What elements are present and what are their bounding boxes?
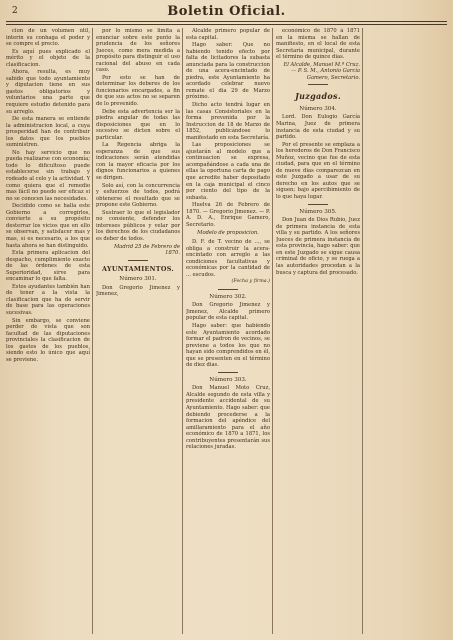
paragraph: De esta manera se entiende la administracion local, a cuya prosperidad han de contribuir los datos que los pueblos suministren. (6, 116, 90, 149)
journal-title: Boletin Oficial. (167, 4, 286, 19)
paragraph: Ahora, resulta, es muy sabido que todo ayuntamiento y diputacion tiene en sus gastos obligatorios y voluntarios una parte que requiere estudio detenido para su arreglo. (6, 69, 90, 115)
paragraph: Decidido como se halla este Gobierno a corregirlos, convierte a su propósito desterrar los vicios que en ello se observan, y satisfacer mas y mas, si es necesario, a los que hasta ahora se han distinguido. (6, 203, 90, 249)
notice-number: Número 303. (209, 376, 247, 383)
paragraph: cion de un volumen útil, interin su conhaga el poder y se compre el precio. (6, 28, 90, 48)
section-rule (308, 84, 328, 85)
subheading: Modelo de proposicion. (197, 230, 259, 237)
paragraph: Lord. Don Eulogio García Marina, Juez de primera instancia de esta ciudad y su partido. (276, 114, 360, 141)
paragraph: Dicho acto tendrá lugar en las casas Consistoriales en la forma prevenida por la Instruccion de 18 de Marzo de 1852, publicándose lo manifestado en esta Secretaría. (186, 102, 270, 141)
paragraph: Esta primera aplicacion del despacho, cumplimiento exacto de las órdenes de esta Superioridad, sirve para encaminar lo que falta. (6, 250, 90, 283)
section-heading: Juzgados. (295, 91, 341, 102)
section-rule (308, 204, 328, 205)
column-divider (92, 28, 93, 634)
notice-number: Número 302. (209, 293, 247, 300)
text-column-4 (276, 28, 360, 634)
paragraph: Debe esta advertencia ser la piedra angular de todas las disposiciones que en lo sucesivo se dicten sobre el particular. (96, 108, 180, 141)
paragraph: Don Manuel Moto Cruz, Alcalde segundo de esta villa y presidente accidental de su Ayuntamiento. Hago saber: que debiendo procederse a la formacion del apéndice del amillaramiento para el año económico de 1870 a 1871, los contribuyentes presentarán sus relaciones juradas. (186, 385, 270, 451)
paragraph: La Regencia abriga la esperanza de que sus indicaciones serán atendidas con la mayor eficacia por los dignos funcionarios a quienes se dirigen. (96, 142, 180, 182)
header-rule-thin (6, 24, 447, 25)
page-header (6, 4, 447, 22)
column-divider (362, 28, 363, 634)
section-heading: AYUNTAMIENTOS. (102, 264, 174, 273)
paragraph: Hago saber: que habiendo este Ayuntamiento acordado formar el padron de vecinos, se previene a todos los que no hayan sido comprendidos en él, que se presenten en el término de diez dias. (186, 322, 270, 369)
header-rule (6, 21, 447, 22)
paragraph: económico de 1870 á 1871 en la misma se hallan de manifiesto, en el local de esta Secretaría municipal, durante el término de quince dias. (276, 28, 360, 61)
section-rule (128, 260, 148, 261)
paragraph: por lo mismo se limita a enunciar sobre este punto la prudencia de los señores Jueces, como mera medida a propósito para distinguir el uso racional del abuso en cada caso. (96, 28, 180, 74)
notice-number: Número 301. (119, 276, 157, 283)
paragraph: Solo así, con la concurrencia y esfuerzos de todos, podrá obtenerse el resultado que se propone este Gobierno. (96, 182, 180, 209)
signature: El Alcalde, Manuel M.ª Cruz. — P. S. M., Antonio García Gamero, Secretario. (283, 61, 360, 81)
paragraph: Estos ayudantes también han de tener a la vista la clasificacion que ha de servir de base para las operaciones sucesivas. (6, 283, 90, 316)
paragraph: Hago saber: Que no habiendo tenido efecto por falta de licitadores la subasta anunciada para la construccion de una acera-encintado de piedra, este Ayuntamiento ha acordado celebrar nuevo remate el dia 29 de Marzo próximo. (186, 42, 270, 101)
paragraph: Por el presente se emplaza a los herederos de Don Francisco Muñoz, vecino que fue de esta ciudad, para que en el término de nueve dias comparezcan en este Juzgado a usar de su derecho en los autos que se siguen; bajo apercibimiento de lo que haya lugar. (276, 141, 360, 201)
column-divider (182, 28, 183, 634)
page-number: 2 (12, 6, 18, 16)
paragraph: Don Gregorio Jimenez y Jimenez, Alcalde primero popular de esta capital. (186, 302, 270, 322)
paragraph: Sin embargo, se conviene perder de vista que son facultad de las diputaciones provinciales la clasificacion de los gastos de los pueblos, siendo esto lo único que aquí se previene. (6, 317, 90, 363)
paragraph: Por esto se han de determinar los deberes de los funcionarios encargados, a fin de que sus actos no se separen de lo prevenido. (96, 74, 180, 108)
paragraph: Don Juan de Dios Rubio, Juez de primera instancia de esta villa y su partido. A los señores Jueces de primera instancia de esta provincia, hago saber: que en este Juzgado se sigue causa criminal de oficio, y se ruega a las autoridades procedan a la busca y captura del procesado. (276, 217, 360, 276)
paragraph: D. F. de T. vecino de ..., se obliga a construir la acera-encintado con arreglo a las condiciones facultativas y económicas por la cantidad de ... escudos. (186, 238, 270, 278)
paragraph: Las proposiciones se ajustarán al modelo que a continuacion se expresa, acompañándose a cada una de ellas la oportuna carta de pago que acredite haber depositado en la caja municipal el cinco por ciento del tipo de la subasta. (186, 142, 270, 201)
text-column-3 (186, 28, 270, 634)
text-column-2 (96, 28, 180, 634)
signature: Madrid 25 de Febrero de 1870. (113, 243, 180, 257)
notice-number: Número 304. (299, 105, 337, 112)
paragraph: Don Gregorio Jimenez y Jimenez, (96, 284, 180, 298)
paragraph: No hay servicio que no pueda realizarse con economía; todo lo dificultoso puede establecerse sin trabajo y rodeado al celo y la actividad. Y como quiera que el remedio mas fácil no puede ser eficaz si no se conocen las necesidades. (6, 149, 90, 202)
text-column-1 (6, 28, 90, 634)
paragraph: Huelva 26 de Febrero de 1870. — Gregorio Jimenez. — P. A. D. A., Enrique Gamero, Secretario. (186, 202, 270, 228)
paragraph: Sustraer lo que el legislador no consiente, defender los intereses públicos y velar por los derechos de los ciudadanos es deber de todos. (96, 209, 180, 242)
section-rule (218, 289, 238, 290)
paragraph: Alcalde primero popular de esta capital. (186, 28, 270, 41)
continued-note: (Fecha y firma.) (231, 279, 270, 285)
notice-number: Número 305. (299, 208, 337, 215)
column-divider (272, 28, 273, 634)
section-rule (218, 372, 238, 373)
paragraph: Es aquí pues explicado el mérito y el objeto de la clasificacion. (6, 48, 90, 68)
